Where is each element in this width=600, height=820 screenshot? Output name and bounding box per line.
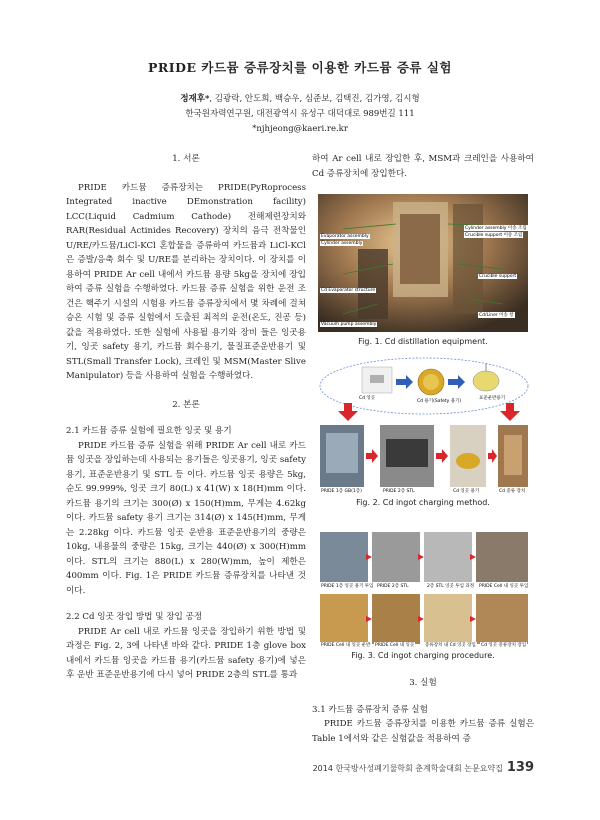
subsection-3-1-paragraph: PRIDE 카드뮴 증류장치를 이용한 카드뮴 증류 실험은 Table 1에서와 같은 실험값을 적용하여 증 [312,719,534,744]
fig2-label-standard-container: 표준운반용기 [479,396,506,401]
fig3-caption: Fig. 3. Cd ingot charging procedure. [351,651,495,660]
right-column-intro [312,152,534,181]
fig2-illustration [318,355,530,495]
fig2-label-glovebox: PRIDE 1층 GB(1층) [321,489,362,494]
affiliation: 한국원자력연구원, 대전광역시 유성구 대덕대로 989번길 111 [185,109,415,119]
subsection-2-1-heading: 2.1 카드뮴 증류 실험에 필요한 잉곳 및 용기 [66,426,232,436]
subsection-2-2-paragraph: PRIDE Ar cell 내로 카드뮴 잉곳을 장입하기 위한 방법 및 과정은 Fig. 2, 3에 나타낸 바와 같다. PRIDE 1층 glove box 내에서 카드뮴 잉곳을 카드뮴 용기(카드뮴 safety 용기)에 넣은 후 운반 표준운반용기에 다시 넣어 PRIDE 2층의 STL를 통과 [66,626,306,680]
section-experiment-heading: 3. 실험 [409,678,437,688]
fig1-label-crucible-support: Crucible support [479,274,517,279]
fig1-caption: Fig. 1. Cd distillation equipment. [358,337,488,346]
fig3-label-step7: 증류장치 내 Cd 잉곳 장입 [425,643,476,648]
page-number: 139 [506,760,534,775]
author-block [0,92,600,137]
subsection-2-1-paragraph: PRIDE 카드뮴 증류 실험을 위해 PRIDE Ar cell 내로 카드뮴 잉곳을 장입하는데 사용되는 용기들은 잉곳용기, 잉곳 safety 용기, 표준운반용기 및 STL 등 이다. 카드뮴 잉곳 용량은 5kg, 순도 99.999%, 잉곳 크기 80(L) x 41(W) x 18(H)mm 이다. 카드뮴 용기의 크기는 300(Ø) x 150(H)mm, 무게는 4.62kg 이다. 카드뮴 safety 용기 크기는 314(Ø) x 145(H)mm, 무게는 2.28kg 이다. 카드뮴 잉곳 운반용 표준운반용기의 중량은 10kg, 내용물의 중량은 15kg, 크기는 440(Ø) x 300(H)mm 이다. STL의 크기는 880(L) x 280(W)mm, 높이 제한은 400mm 이다. Fig. 1은 PRIDE 카드뮴 증류장치를 나타낸 것이다. [66,440,306,596]
subsection-3-1-heading: 3.1 카드뮴 증류장치 증류 실험 [312,704,428,715]
right-column-continuation: 하여 Ar cell 내로 장입한 후, MSM과 크레인을 사용하여 Cd 증류장치에 장입한다. [312,154,534,179]
fig1-label-liner-transfer: Cd/Liner 이송 항 [479,313,514,318]
subsection-2-2-heading: 2.2 Cd 잉곳 장입 방법 및 장입 공정 [66,612,203,622]
introduction-paragraph: PRIDE 카드뮴 증류장치는 PRIDE(PyRoprocess Integrated inactive DEmonstration facility) LCC(Liquid Cadmium Cathode) 전해제련장치와 RAR(Residual Actinides Recovery) 장치의 음극 전착물인 U/RE/카드뮴/LiCl-KCl 혼합물을 증류하여 카드뮴과 LiCl-KCl은 증발/응축 회수 및 U/RE를 분리하는 장치이다. 이 장치를 이용하여 PRIDE Ar cell 내에서 카드뮴 용량 5kg을 장치에 장입하여 증류 실험을 수행하였다. 카드뮴 증류 실험을 위한 운전 조건은 핵주기 시설의 시험용 카드뮴 증류장치에서 몇 차례에 걸쳐 승온 시험 및 증류 실험에서 도출된 최적의 운전(온도, 진공 등) 값을 적용하였다. 또한 실험에 사용될 용기와 장비 들은 잉곳용기, 잉곳 safety 용기, 카드뮴 회수용기, 물질표준운반용기 및 STL(Small Transfer Lock), 크레인 및 MSM(Master Slive Manipulator) 등을 사용하여 실험을 수행하였다. [66,182,306,381]
fig3-label-step1: PRIDE 1층 잉곳 용기 투입 [321,584,374,589]
fig3-label-step4: PRIDE Cell 내 잉곳 투입 [479,584,529,589]
fig3-label-step6: PRIDE Cell 내 잉곳 [375,643,415,648]
author-email: *njhjeong@kaeri.re.kr [252,124,348,134]
footer-proceedings: 2014 한국방사성폐기물학회 춘계학술대회 논문요약집 [312,764,503,773]
fig1-label-vacuum-pump: Vacuum pump assembly [321,322,377,327]
fig2-label-ingot-container: Cd 잉곳 용기 [453,489,480,494]
right-column-experiment [312,676,534,746]
fig1-label-cylinder: Cylinder assembly [321,241,363,246]
fig3-graphic [318,530,530,648]
fig3-label-step5: PRIDE Cell 내 잉곳 운반 [321,643,371,648]
fig1-label-evaporator: Evaporator assembly [321,234,369,239]
fig3-label-step3: 2층 STL 잉곳 투입 과정 [427,584,475,589]
section-introduction-heading: 1. 서론 [172,154,200,164]
fig1-label-evaporator-structure: Cd Evaporator structure [321,288,376,293]
co-authors: , 김광락, 안도희, 백승우, 심준보, 김택진, 김가영, 김시형 [209,94,420,104]
left-column [66,152,306,683]
fig2-graphic [318,355,530,495]
fig2-label-cd-ingot: Cd 잉곳 [359,396,376,401]
fig2-label-distillation-unit: Cd 증류 장치 [499,489,526,494]
fig1-label-crucible-transfer: Crucible support 이송 조립 [465,233,523,238]
fig2-caption: Fig. 2. Cd ingot charging method. [356,498,490,507]
fig2-label-stl: PRIDE 2층 STL [383,489,415,494]
paper-title: PRIDE 카드뮴 증류장치를 이용한 카드뮴 증류 실험 [148,60,452,75]
fig2-label-cd-container: Cd 용기(Safety 용기) [417,399,462,404]
section-body-heading: 2. 본론 [172,399,200,410]
fig1-photo [318,194,528,332]
fig3-label-step2: PRIDE 2층 STL [377,584,409,589]
fig1-label-cylinder-transfer: Cylinder assembly 이송 조립 [465,226,527,231]
page-footer [313,760,534,775]
fig3-label-step8: Cd 잉곳 증류장치 장입 [481,643,527,648]
fig3-illustration [318,530,530,648]
corresponding-author: 정재후* [180,94,210,104]
author-list [0,92,600,107]
